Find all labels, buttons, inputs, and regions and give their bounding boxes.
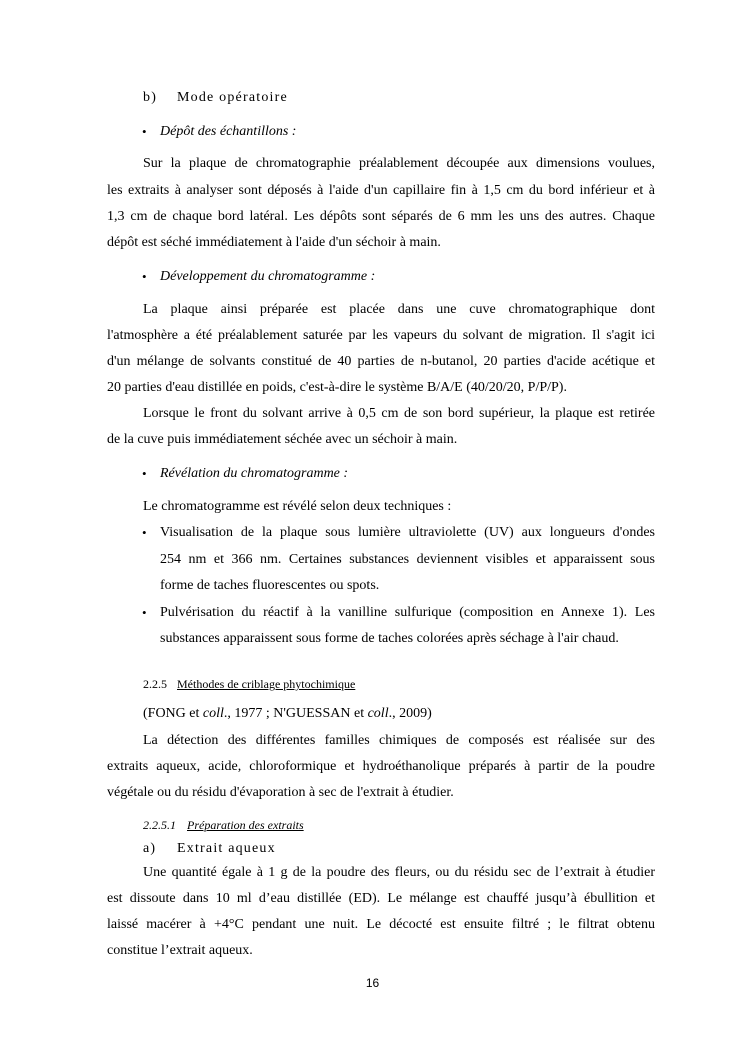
depot-line-3: 1,3 cm de chaque bord latéral. Les dépôts sont séparés de 6 mm les uns des autres. Chaque [107, 209, 655, 224]
revelation-heading: Révélation du chromatogramme : [160, 466, 349, 481]
ref-coll: coll [367, 706, 389, 721]
section-225-line-1: La détection des différentes familles chimiques de composés est réalisée sur des [143, 733, 655, 748]
developpement-heading: Développement du chromatogramme : [160, 269, 376, 284]
ref-text: ., 1977 ; N'GUESSAN et [223, 706, 368, 721]
revelation-item-1-line-2: 254 nm et 366 nm. Certaines substances deviennent visibles et apparaissent sous [160, 552, 655, 567]
depot-line-4: dépôt est séché immédiatement à l'aide d'un séchoir à main. [107, 235, 441, 250]
section-225-number: 2.2.5 [143, 677, 167, 691]
section-a-line-4: constitue l’extrait aqueux. [107, 943, 253, 958]
section-225-reference [143, 705, 432, 723]
revelation-item-2-line-2: substances apparaissent sous forme de taches colorées après séchage à l'air chaud. [160, 631, 619, 646]
section-a-marker: a) [143, 841, 157, 856]
developpement-line-1: La plaque ainsi préparée est placée dans une cuve chromatographique dont [143, 302, 655, 317]
depot-line-1: Sur la plaque de chromatographie préalablement découpée aux dimensions voulues, [143, 156, 655, 171]
developpement-line-6: de la cuve puis immédiatement séchée avec un séchoir à main. [107, 432, 458, 447]
section-2251-title: Préparation des extraits [187, 818, 304, 832]
section-2251-number: 2.2.5.1 [143, 818, 176, 832]
revelation-intro: Le chromatogramme est révélé selon deux techniques : [143, 499, 452, 514]
section-b-marker: b) [143, 90, 158, 105]
section-a-title: Extrait aqueux [177, 841, 276, 856]
section-a-line-3: laissé macérer à +4°C pendant une nuit. Le décocté est ensuite filtré ; le filtrat obtenu [107, 917, 655, 932]
developpement-line-4: 20 parties d'eau distillée en poids, c'est-à-dire le système B/A/E (40/20/20, P/P/P). [107, 380, 567, 395]
section-225-line-3: végétale ou du résidu d'évaporation à sec de l'extrait à étudier. [107, 785, 454, 800]
depot-heading: Dépôt des échantillons : [160, 124, 297, 139]
revelation-item-1-line-1: Visualisation de la plaque sous lumière ultraviolette (UV) aux longueurs d'ondes [160, 525, 655, 540]
section-a-line-2: est dissoute dans 10 ml d’eau distillée (ED). Le mélange est chauffé jusqu’à ébullition et [107, 891, 655, 906]
bullet-icon: • [142, 124, 147, 139]
developpement-line-2: l'atmosphère a été préalablement saturée par les vapeurs du solvant de migration. Il s'agit ici [107, 328, 655, 343]
depot-line-2: les extraits à analyser sont déposés à l'aide d'un capillaire fin à 1,5 cm du bord inférieur et à [107, 183, 655, 198]
bullet-icon: • [142, 525, 147, 540]
developpement-line-3: d'un mélange de solvants constitué de 40 parties de n-butanol, 20 parties d'acide acétique et [107, 354, 655, 369]
bullet-icon: • [142, 605, 147, 620]
bullet-icon: • [142, 269, 147, 284]
section-225-line-2: extraits aqueux, acide, chloroformique et hydroéthanolique préparés à partir de la poudre [107, 759, 655, 774]
ref-coll: coll [202, 706, 224, 721]
ref-text: ., 2009) [388, 706, 432, 721]
bullet-icon: • [142, 466, 147, 481]
page-number: 16 [365, 976, 380, 990]
ref-text: (FONG et [143, 706, 203, 721]
revelation-item-1-line-3: forme de taches fluorescentes ou spots. [160, 578, 380, 593]
section-225-title: Méthodes de criblage phytochimique [177, 677, 356, 691]
section-a-line-1: Une quantité égale à 1 g de la poudre des fleurs, ou du résidu sec de l’extrait à étudier [143, 865, 655, 880]
developpement-line-5: Lorsque le front du solvant arrive à 0,5 cm de son bord supérieur, la plaque est retirée [143, 406, 655, 421]
revelation-item-2-line-1: Pulvérisation du réactif à la vanilline sulfurique (composition en Annexe 1). Les [160, 605, 655, 620]
section-b-title: Mode opératoire [177, 90, 288, 105]
